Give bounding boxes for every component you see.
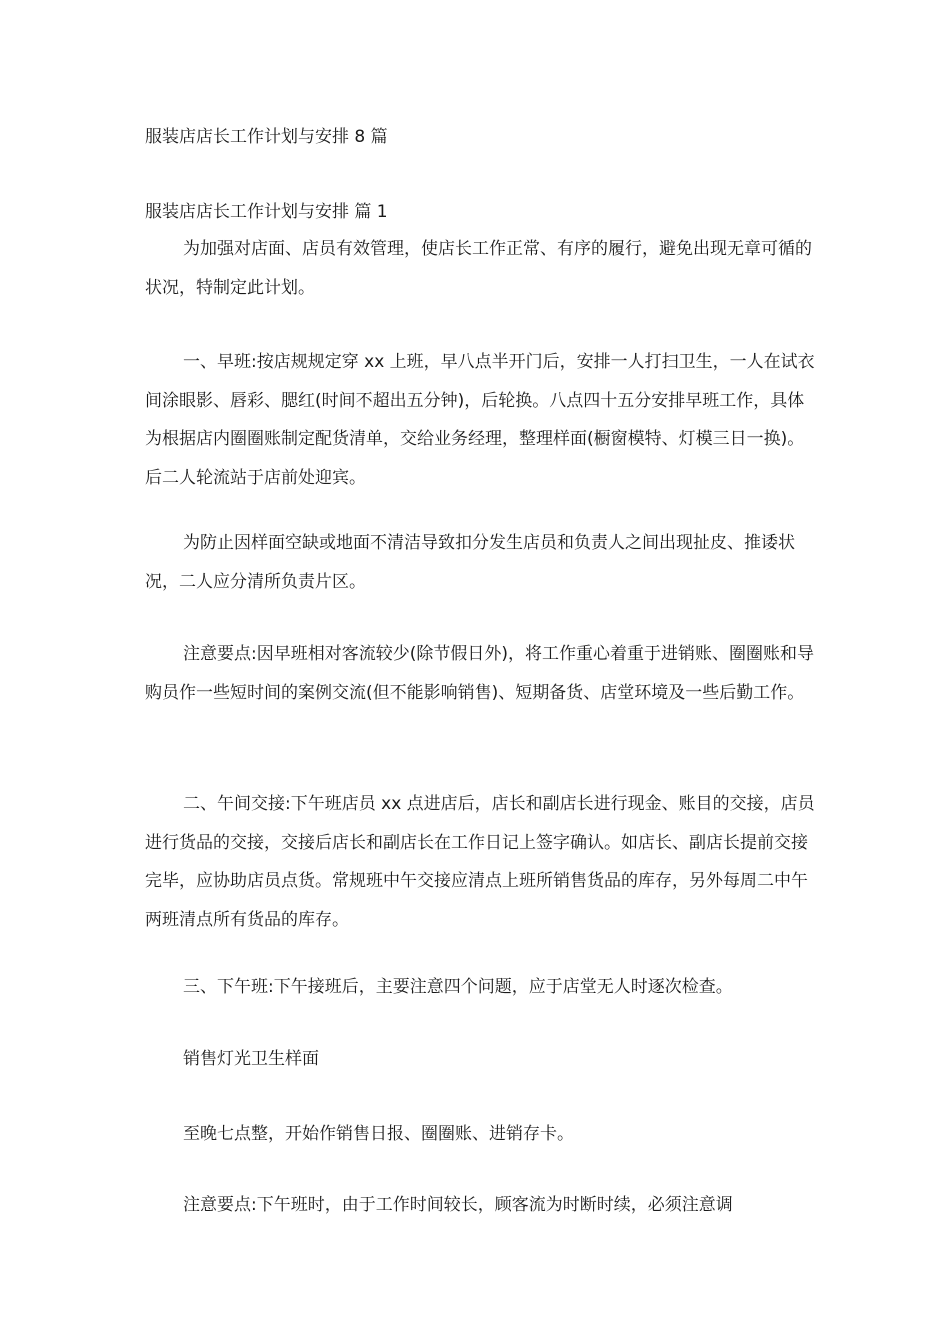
paragraph-afternoon-shift: 三、下午班:下午接班后，主要注意四个问题，应于店堂无人时逐次检查。	[183, 977, 733, 997]
paragraph-morning-notes: 注意要点:因早班相对客流较少(除节假日外)，将工作重心着重于进销账、圈圈账和导购员作一些短时间的案例交流(但不能影响销售)、短期备货、店堂环境及一些后勤工作。	[145, 644, 814, 703]
paragraph-morning-shift: 一、早班:按店规规定穿 xx 上班，早八点半开门后，安排一人打扫卫生，一人在试衣间涂眼影、唇彩、腮红(时间不超出五分钟)，后轮换。八点四十五分安排早班工作，具体为根据店内圈圈账制定配货清单，交给业务经理，整理样面(橱窗模特、灯模三日一换)。后二人轮流站于店前处迎宾。	[145, 352, 815, 488]
paragraph-afternoon-notes: 注意要点:下午班时，由于工作时间较长，顾客流为时断时续，必须注意调	[183, 1195, 733, 1215]
paragraph-check-items: 销售灯光卫生样面	[183, 1049, 319, 1069]
paragraph-noon-handover: 二、午间交接:下午班店员 xx 点进店后，店长和副店长进行现金、账目的交接，店员进行货品的交接，交接后店长和副店长在工作日记上签字确认。如店长、副店长提前交接完毕，应协助店员点货。常规班中午交接应清点上班所销售货品的库存，另外每周二中午两班清点所有货品的库存。	[145, 794, 815, 930]
paragraph-intro: 为加强对店面、店员有效管理，使店长工作正常、有序的履行，避免出现无章可循的状况，特制定此计划。	[145, 239, 812, 298]
section-title: 服装店店长工作计划与安排 篇 1	[145, 202, 388, 222]
document-title: 服装店店长工作计划与安排 8 篇	[145, 127, 388, 147]
paragraph-evening-reports: 至晚七点整，开始作销售日报、圈圈账、进销存卡。	[183, 1124, 574, 1144]
paragraph-area-division: 为防止因样面空缺或地面不清洁导致扣分发生店员和负责人之间出现扯皮、推诿状况，二人应分清所负责片区。	[145, 533, 795, 592]
